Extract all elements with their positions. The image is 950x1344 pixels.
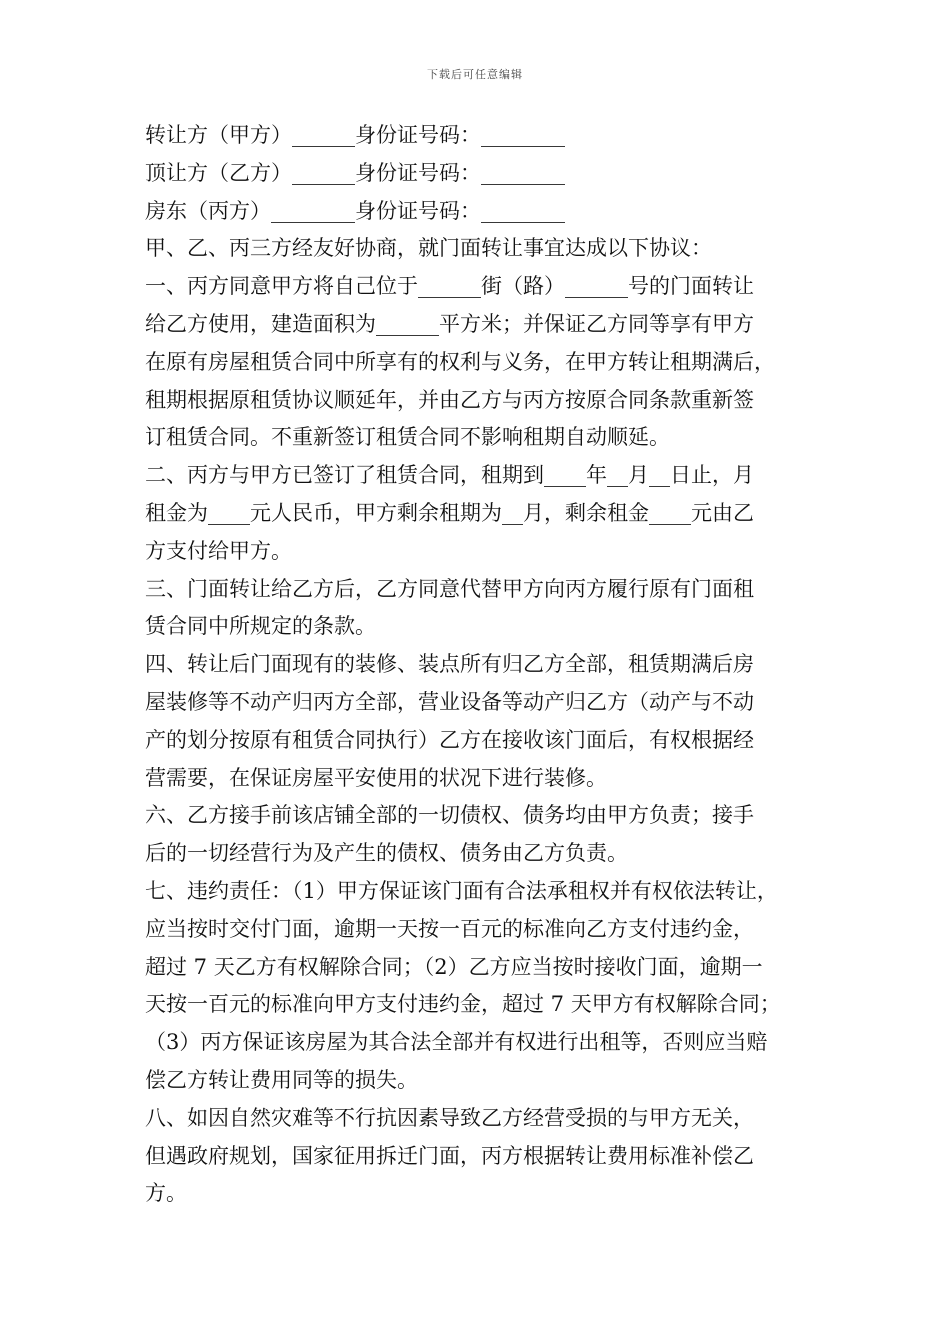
text-line: 租金为____元人民币，甲方剩余租期为__月，剩余租金____元由乙 xyxy=(145,500,754,525)
text-line: 在原有房屋租赁合同中所享有的权利与义务，在甲方转让租期满后， xyxy=(145,349,775,374)
text-line: 营需要，在保证房屋平安使用的状况下进行装修。 xyxy=(145,765,607,790)
text-line: 但遇政府规划，国家征用拆迁门面，丙方根据转让费用标准补偿乙 xyxy=(145,1143,754,1168)
text-line: 八、如因自然灾难等不行抗因素导致乙方经营受损的与甲方无关， xyxy=(145,1105,754,1130)
text-line: 订租赁合同。不重新签订租赁合同不影响租期自动顺延。 xyxy=(145,425,670,450)
text-line: 偿乙方转让费用同等的损失。 xyxy=(145,1067,418,1092)
text-line: 租期根据原租赁协议顺延年，并由乙方与丙方按原合同条款重新签 xyxy=(145,387,754,412)
text-line: 应当按时交付门面，逾期一天按一百元的标准向乙方支付违约金， xyxy=(145,916,754,941)
text-line: 三、门面转让给乙方后，乙方同意代替甲方向丙方履行原有门面租 xyxy=(145,576,754,601)
text-line: （3）丙方保证该房屋为其合法全部并有权进行出租等，否则应当赔 xyxy=(145,1030,768,1055)
text-line: 甲、乙、丙三方经友好协商，就门面转让事宜达成以下协议： xyxy=(145,236,712,261)
text-line: 七、违约责任：（1）甲方保证该门面有合法承租权并有权依法转让， xyxy=(145,878,778,903)
text-line: 房东（丙方）________身份证号码：________ xyxy=(145,198,565,223)
text-line: 超过 7 天乙方有权解除合同；（2）乙方应当按时接收门面，逾期一 xyxy=(145,954,763,979)
text-line: 转让方（甲方）______身份证号码：________ xyxy=(145,123,565,147)
text-line: 方。 xyxy=(145,1181,187,1206)
text-line: 方支付给甲方。 xyxy=(145,538,292,563)
text-line: 六、乙方接手前该店铺全部的一切债权、债务均由甲方负责；接手 xyxy=(145,803,754,828)
text-line: 后的一切经营行为及产生的债权、债务由乙方负责。 xyxy=(145,841,628,866)
text-line: 四、转让后门面现有的装修、装点所有归乙方全部，租赁期满后房 xyxy=(145,652,754,677)
text-line: 一、丙方同意甲方将自己位于______街（路）______号的门面转让 xyxy=(145,274,754,299)
text-line: 天按一百元的标准向甲方支付违约金，超过 7 天甲方有权解除合同； xyxy=(145,992,781,1017)
text-line: 给乙方使用，建造面积为______平方米；并保证乙方同等享有甲方 xyxy=(145,311,754,336)
contract-body xyxy=(145,117,820,1213)
text-line: 赁合同中所规定的条款。 xyxy=(145,614,376,639)
text-line: 二、丙方与甲方已签订了租赁合同，租期到____年__月__日止，月 xyxy=(145,463,754,488)
page-header: 下载后可任意编辑 xyxy=(427,68,523,81)
text-line: 顶让方（乙方）______身份证号码：________ xyxy=(145,160,565,185)
text-line: 屋装修等不动产归丙方全部，营业设备等动产归乙方（动产与不动 xyxy=(145,689,754,714)
text-line: 产的划分按原有租赁合同执行）乙方在接收该门面后，有权根据经 xyxy=(145,727,754,752)
